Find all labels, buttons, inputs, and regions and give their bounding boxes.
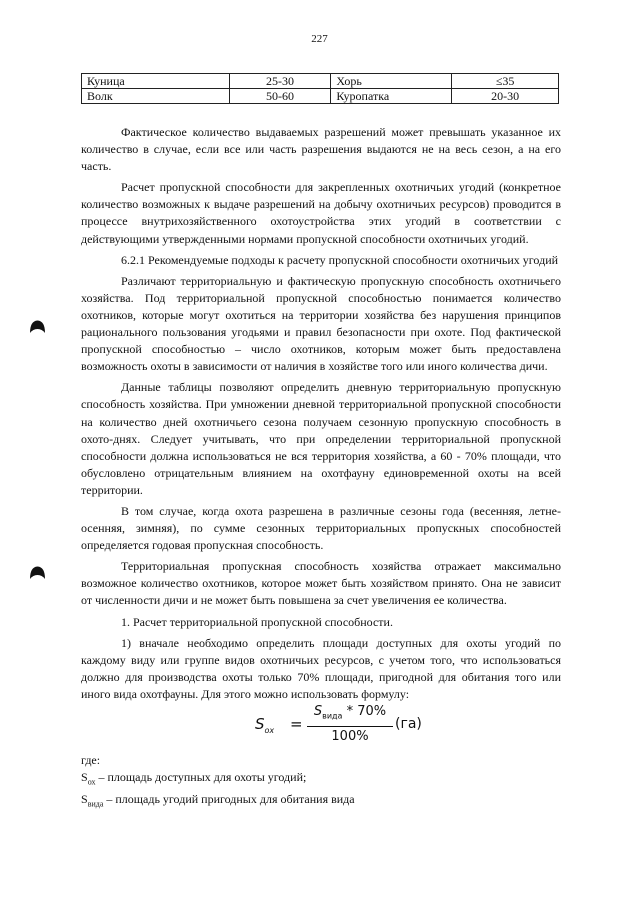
- hole-punch-mark-icon: [29, 565, 46, 580]
- paragraph: 1) вначале необходимо определить площади доступных для охоты угодий по каждому виду или группе видов охотничьих ресурсов, с учетом того, что использоваться должно для производства охоты только 70% площади, пригодной для обитания того или иного вида охотфауны. Для этого можно использовать формулу:: [81, 635, 561, 701]
- definition: $S_{вида}$ – площадь угодий пригодных для обитания вида: [81, 791, 355, 808]
- table-cell: 20-30: [452, 89, 559, 104]
- paragraph: Данные таблицы позволяют определить дневную территориальную пропускную способность хозяйства. При умножении дневной территориальной пропускной способности на количество дней охотничьего сезона получаем сезонную пропускную способность в охото-днях. Следует учитывать, что при определении территориальной пропускной способности должна использоваться не вся территория хозяйства, а 60 - 70% площади, что обусловлено отрицательным влиянием на охотфауну единовременной охоты на всей территории.: [81, 380, 561, 497]
- section-heading: 6.2.1 Рекомендуемые подходы к расчету пропускной способности охотничьих угодий: [121, 252, 559, 267]
- table-cell: 25-30: [229, 74, 331, 89]
- definition: $S_{ох}$ – площадь доступных для охоты угодий;: [81, 770, 307, 787]
- where-label: где:: [81, 753, 101, 767]
- table-row: [82, 74, 559, 89]
- paragraph: Территориальная пропускная способность хозяйства отражает максимально возможное количество охотников, которое может быть хозяйством принято. Она не зависит от численности дичи и не может быть повышена за счет увеличения ее количества.: [81, 559, 561, 608]
- paragraph: Фактическое количество выдаваемых разрешений может превышать указанное их количество в случае, если все или часть разрешения выдаются не на весь сезон, а на его часть.: [81, 125, 561, 174]
- species-table: [81, 73, 559, 104]
- paragraph: В том случае, когда охота разрешена в различные сезоны года (весенняя, летне-осенняя, зимняя), по сумме сезонных территориальных пропускных способностей определяется годовая пропускная способность.: [81, 503, 561, 553]
- paragraph: Расчет пропускной способности для закрепленных охотничьих угодий (конкретное количество возможных к выдаче разрешений на добычу охотничьих ресурсов) проводится в процессе внутрихозяйственного охотоустройства этих угодий в соответствии с действующими утвержденными нормами пропускной способности охотничьих угодий.: [81, 180, 561, 246]
- table-cell: 50-60: [229, 89, 331, 104]
- formula-lhs: $S_{ох}$: [255, 715, 275, 735]
- formula-fraction: [307, 703, 393, 745]
- hole-punch-mark-icon: [29, 319, 46, 334]
- table-cell: Волк: [82, 89, 230, 104]
- table-cell: ≤35: [452, 74, 559, 89]
- table-cell: Хорь: [331, 74, 452, 89]
- page-number: 227: [311, 33, 328, 45]
- formula-numerator: $S_{вида} * 70\%$: [307, 703, 393, 727]
- formula-unit: (га): [395, 716, 422, 732]
- paragraph: 1. Расчет территориальной пропускной способности.: [121, 614, 393, 629]
- formula: [81, 703, 561, 747]
- body-text: [81, 124, 561, 812]
- table-cell: Куница: [82, 74, 230, 89]
- formula-equals: =: [290, 715, 303, 733]
- table-cell: Куропатка: [331, 89, 452, 104]
- formula-denominator: 100%: [331, 728, 369, 744]
- paragraph: Различают территориальную и фактическую пропускную способность охотничьего хозяйства. Под территориальной пропускной способностью понимается количество охотников, которые могут охотиться на территории хозяйства без нарушения принципов рационального пользования угодьями и правил безопасности при охоте. Под фактической пропускной способностью – число охотников, которым может быть предоставлена возможность охоты в зависимости от наличия в хозяйстве того или иного количества дичи.: [81, 273, 561, 374]
- table-row: [82, 89, 559, 104]
